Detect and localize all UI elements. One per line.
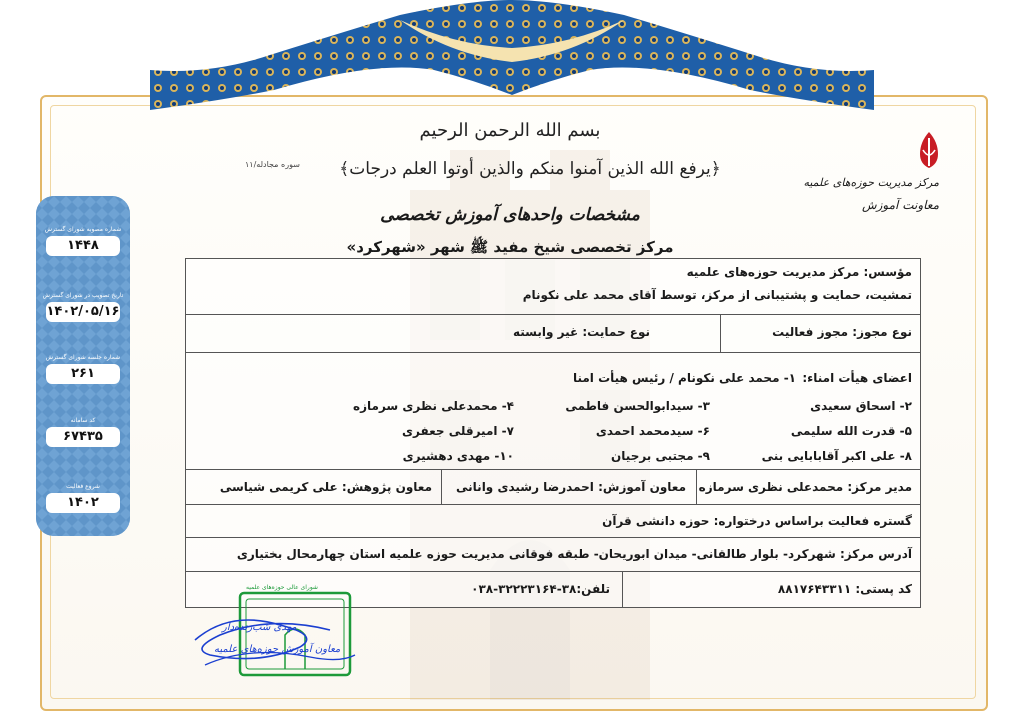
activity-scope: گستره فعالیت براساس درختواره: حوزه دانشی قرآن bbox=[602, 514, 912, 528]
iran-emblem-icon bbox=[912, 130, 946, 170]
support-type: نوع حمایت: غیر وابسته bbox=[513, 325, 650, 339]
column-divider bbox=[696, 469, 697, 504]
start-year-value: ۱۴۰۲ bbox=[46, 493, 120, 513]
board-member: ۶- سیدمحمد احمدی bbox=[595, 424, 710, 438]
board-member: ۲- اسحاق سعیدی bbox=[810, 399, 912, 413]
board-member: ۱۰- مهدی دهشیری bbox=[402, 449, 514, 463]
info-sidebar bbox=[36, 196, 130, 536]
document-heading: مشخصات واحدهای آموزش تخصصی bbox=[380, 205, 640, 225]
stamp-text: شورای عالی حوزه‌های علمیه bbox=[246, 584, 318, 591]
quran-verse: ﴿یرفع الله الذین آمنوا منکم والذین أوتوا العلم درجات﴾ bbox=[339, 159, 721, 179]
column-divider bbox=[441, 469, 442, 504]
approval-number-label: شماره مصوبه شورای گسترش bbox=[44, 226, 122, 233]
row-divider bbox=[186, 537, 920, 538]
board-member: ۴- محمدعلی نظری سرمازه bbox=[353, 399, 514, 413]
board-member: ۹- مجتبی برجیان bbox=[611, 449, 710, 463]
session-number-value: ۲۶۱ bbox=[46, 364, 120, 384]
center-address: آدرس مرکز: شهرکرد- بلوار طالقانی- میدان ابوریحان- طبقه فوقانی مدیریت حوزه علمیه استان چهارمحال بختیاری bbox=[236, 547, 912, 561]
stamp-border bbox=[240, 593, 350, 675]
support-text: تمشیت، حمایت و پشتیبانی از مرکز، توسط آقای محمد علی نکونام bbox=[522, 288, 912, 302]
founder-text: مؤسس: مرکز مدیریت حوزه‌های علمیه bbox=[686, 265, 912, 279]
signature-name: مهدی شب‌زنده‌دار bbox=[222, 622, 297, 633]
center-director: مدیر مرکز: محمدعلی نظری سرمازه bbox=[698, 480, 912, 494]
row-divider bbox=[186, 314, 920, 315]
approval-number-value: ۱۴۴۸ bbox=[46, 236, 120, 256]
tile-arch-ornament bbox=[150, 0, 874, 110]
approval-date-value: ۱۴۰۲/۰۵/۱۶ bbox=[46, 302, 120, 322]
system-code-label: کد سامانه bbox=[70, 417, 96, 424]
license-type: نوع مجوز: مجوز فعالیت bbox=[772, 325, 912, 339]
board-member: ۷- امیرقلی جعفری bbox=[402, 424, 514, 438]
session-number-label: شماره جلسه شورای گسترش bbox=[45, 354, 121, 361]
center-name: مرکز تخصصی شیخ مفید ﷺ شهر «شهرکرد» bbox=[346, 238, 674, 256]
phone-number: تلفن:۳۸-۳۲۲۲۳۱۶۴-۰۳۸ bbox=[471, 582, 610, 596]
start-year-label: شروع فعالیت bbox=[66, 483, 100, 490]
center-details-table bbox=[185, 258, 921, 608]
basmala: بسم الله الرحمن الرحیم bbox=[419, 120, 601, 141]
organization-name: مرکز مدیریت حوزه‌های علمیه bbox=[803, 176, 939, 189]
board-title: اعضای هیأت امناء: bbox=[802, 371, 912, 385]
board-member: ۸- علی اکبر آقابابایی بنی bbox=[761, 449, 912, 463]
row-divider bbox=[186, 571, 920, 572]
surah-reference: سوره مجادله/۱۱ bbox=[245, 160, 300, 169]
education-deputy: معاون آموزش: احمدرضا رشیدی وانانی bbox=[456, 480, 686, 494]
row-divider bbox=[186, 504, 920, 505]
system-code-value: ۶۷۴۳۵ bbox=[46, 427, 120, 447]
column-divider bbox=[622, 571, 623, 607]
research-deputy: معاون پژوهش: علی کریمی شیاسی bbox=[219, 480, 432, 494]
postal-code: کد پستی: ۸۸۱۷۶۴۳۳۱۱ bbox=[777, 582, 912, 596]
board-member: ۵- قدرت الله سلیمی bbox=[790, 424, 912, 438]
column-divider bbox=[720, 314, 721, 352]
stamp-inner-border bbox=[246, 599, 344, 669]
board-member: ۳- سیدابوالحسن فاطمی bbox=[565, 399, 710, 413]
organization-department: معاونت آموزش bbox=[861, 198, 939, 212]
approval-date-label: تاریخ تصویب در شورای گسترش bbox=[42, 292, 124, 299]
signature-title: معاون آموزش حوزه‌های علمیه bbox=[214, 644, 341, 655]
row-divider bbox=[186, 352, 920, 353]
board-member: ۱- محمد علی نکونام / رئیس هیأت امنا bbox=[572, 371, 796, 385]
row-divider bbox=[186, 469, 920, 470]
